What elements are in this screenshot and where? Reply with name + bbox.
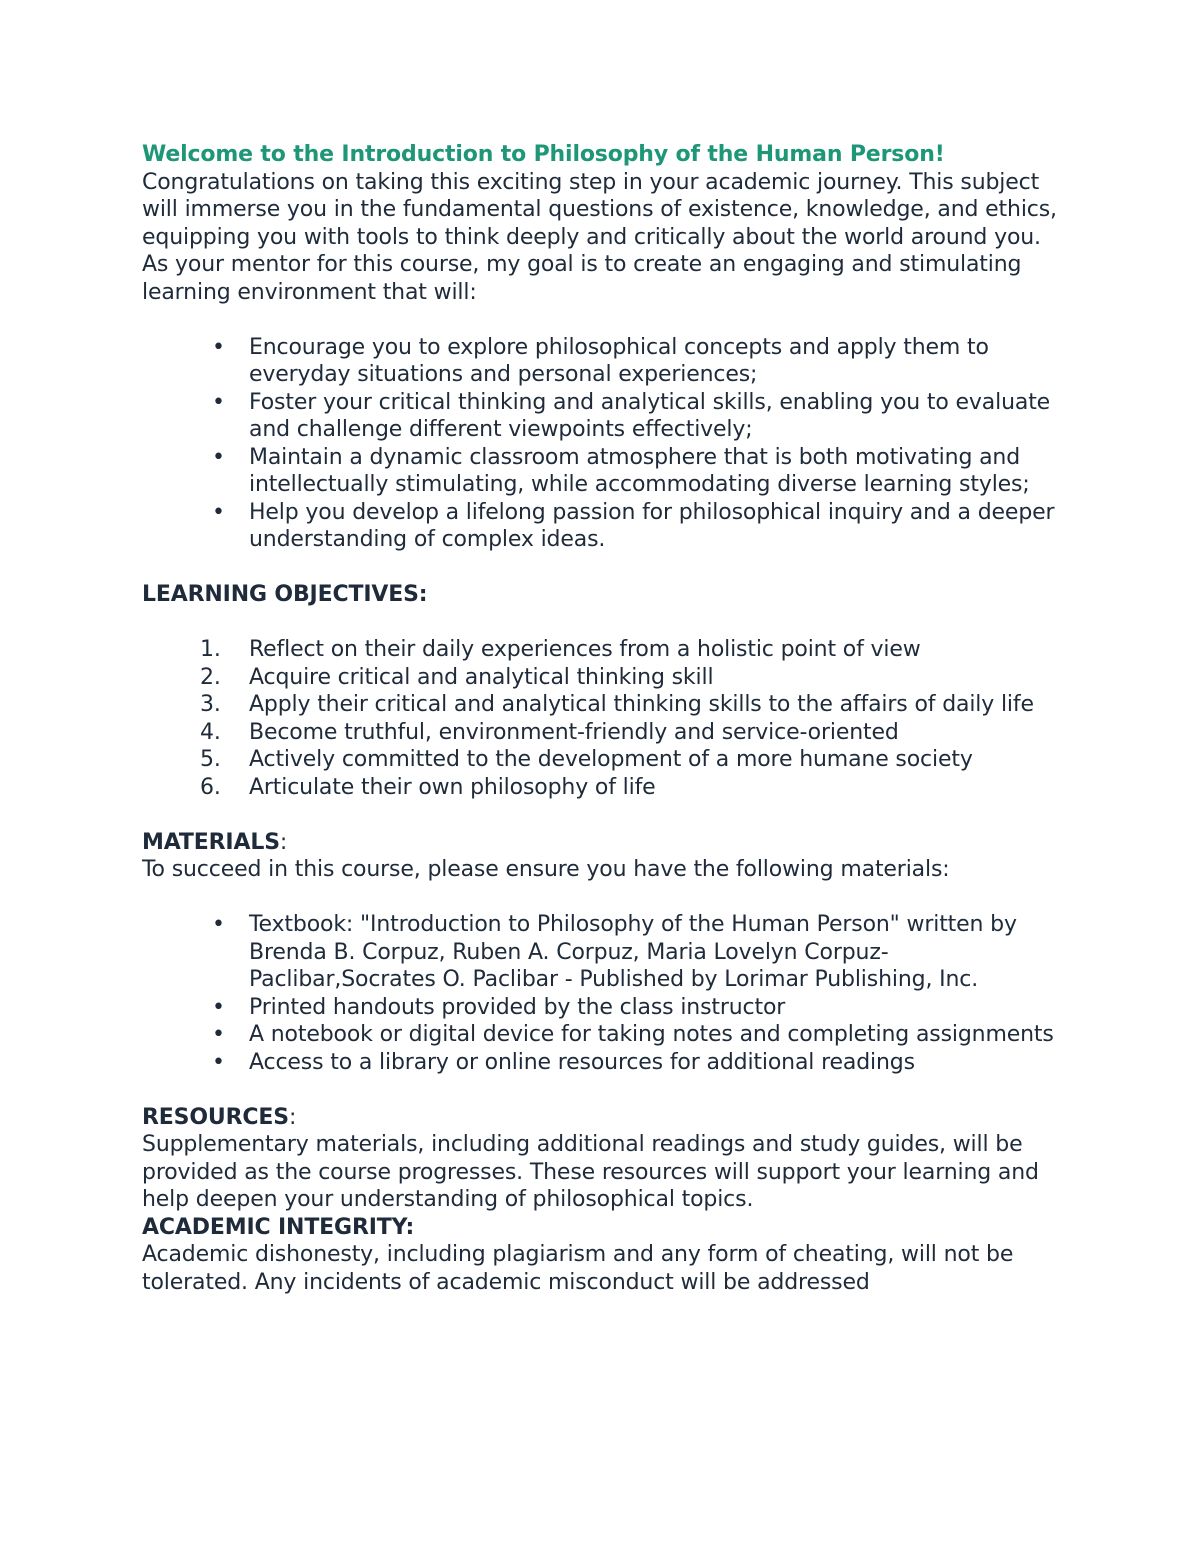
- list-item: • Encourage you to explore philosophical concepts and apply them to everyday situations and personal experiences;: [212, 334, 989, 387]
- spacer: [142, 554, 1072, 582]
- list-item: • Help you develop a lifelong passion for philosophical inquiry and a deeper understanding of complex ideas.: [212, 499, 1055, 552]
- spacer: [142, 1076, 1072, 1104]
- bullet-icon: •: [212, 1049, 225, 1075]
- intro-paragraph-2: As your mentor for this course, my goal is to create an engaging and stimulating learning environment that will:: [142, 252, 1022, 305]
- spacer: [142, 884, 1072, 912]
- spacer: [142, 801, 1072, 829]
- objectives-list: [142, 636, 1072, 801]
- materials-heading: MATERIALS: [142, 829, 280, 855]
- integrity-heading: ACADEMIC INTEGRITY:: [142, 1214, 415, 1240]
- objectives-heading: LEARNING OBJECTIVES:: [142, 582, 428, 607]
- resources-heading: RESOURCES: [142, 1104, 289, 1130]
- spacer: [142, 609, 1072, 637]
- materials-list: [142, 911, 1072, 1076]
- list-item: 6. Articulate their own philosophy of life: [200, 774, 656, 800]
- list-item: • A notebook or digital device for taking notes and completing assignments: [212, 1022, 1054, 1047]
- materials-intro: To succeed in this course, please ensure you have the following materials:: [142, 857, 950, 882]
- list-item: 5. Actively committed to the development of a more humane society: [200, 747, 973, 772]
- bullet-icon: •: [212, 994, 225, 1020]
- list-item: 1. Reflect on their daily experiences from a holistic point of view: [200, 637, 921, 662]
- resources-heading-line: RESOURCES:: [142, 1104, 297, 1130]
- bullet-icon: •: [212, 444, 225, 470]
- resources-text: Supplementary materials, including additional readings and study guides, will be provided as the course progresses. These resources will support your learning and help deepen your understanding of philosophical topics.: [142, 1132, 1039, 1212]
- list-item: • Access to a library or online resources for additional readings: [212, 1049, 915, 1075]
- bullet-icon: •: [212, 389, 225, 415]
- list-item: • Maintain a dynamic classroom atmosphere that is both motivating and intellectually stimulating, while accommodating diverse learning styles;: [212, 444, 1030, 497]
- list-item: • Textbook: "Introduction to Philosophy of the Human Person" written by Brenda B. Corpuz, Ruben A. Corpuz, Maria Lovelyn Corpuz-Paclibar,Socrates O. Paclibar - Published by Lorimar Publishing, Inc.: [212, 912, 1017, 992]
- list-item: • Printed handouts provided by the class instructor: [212, 994, 786, 1020]
- bullet-icon: •: [212, 334, 225, 360]
- document-page: [142, 141, 1072, 1296]
- bullet-icon: •: [212, 499, 225, 525]
- bullet-icon: •: [212, 1022, 225, 1047]
- list-item: 2. Acquire critical and analytical thinking skill: [200, 664, 714, 690]
- materials-heading-line: MATERIALS:: [142, 829, 288, 855]
- integrity-text: Academic dishonesty, including plagiarism and any form of cheating, will not be tolerated. Any incidents of academic misconduct will be addressed: [142, 1242, 1014, 1295]
- intro-paragraph-1: Congratulations on taking this exciting step in your academic journey. This subject will immerse you in the fundamental questions of existence, knowledge, and ethics, equipping you with tools to think deeply and critically about the world around you.: [142, 169, 1057, 250]
- bullet-icon: •: [212, 912, 225, 937]
- list-item: 4. Become truthful, environment-friendly and service-oriented: [200, 719, 899, 745]
- goals-list: [142, 334, 1072, 554]
- spacer: [142, 306, 1072, 334]
- list-item: 3. Apply their critical and analytical thinking skills to the affairs of daily life: [200, 692, 1034, 717]
- document-title: Welcome to the Introduction to Philosophy of the Human Person!: [142, 142, 945, 167]
- list-item: • Foster your critical thinking and analytical skills, enabling you to evaluate and challenge different viewpoints effectively;: [212, 389, 1051, 442]
